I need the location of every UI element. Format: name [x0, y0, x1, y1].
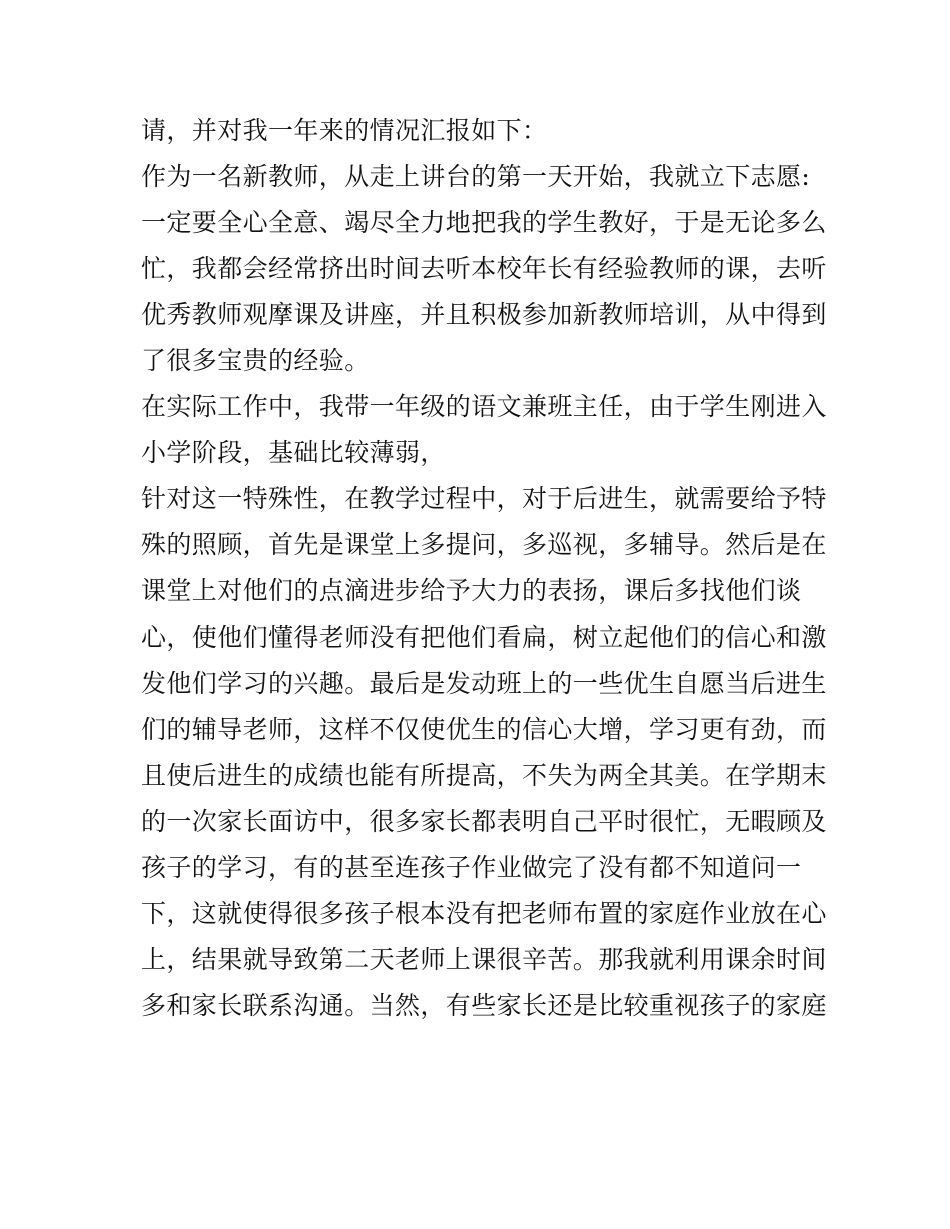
- text-line: 殊的照顾，首先是课堂上多提问，多巡视，多辅导。然后是在: [141, 530, 827, 560]
- text-line: 请，并对我一年来的情况汇报如下：: [141, 116, 548, 145]
- text-line: 忙，我都会经常挤出时间去听本校年长有经验教师的课，去听: [141, 254, 827, 284]
- text-line: 针对这一特殊性，在教学过程中，对于后进生，就需要给予特: [141, 484, 827, 514]
- text-line: 且使后进生的成绩也能有所提高，不失为两全其美。在学期末: [141, 760, 827, 790]
- text-line: 的一次家长面访中，很多家长都表明自己平时很忙，无暇顾及: [141, 806, 827, 836]
- text-line: 了很多宝贵的经验。: [141, 346, 370, 376]
- text-line: 作为一名新教师，从走上讲台的第一天开始，我就立下志愿:: [141, 162, 811, 192]
- text-line: 上，结果就导致第二天老师上课很辛苦。那我就利用课余时间: [141, 944, 827, 974]
- text-line: 发他们学习的兴趣。最后是发动班上的一些优生自愿当后进生: [141, 668, 827, 698]
- text-line: 多和家长联系沟通。当然，有些家长还是比较重视孩子的家庭: [141, 990, 827, 1020]
- text-line: 孩子的学习，有的甚至连孩子作业做完了没有都不知道问一: [141, 852, 802, 882]
- text-line: 在实际工作中，我带一年级的语文兼班主任，由于学生刚进入: [141, 392, 827, 422]
- text-line: 优秀教师观摩课及讲座，并且积极参加新教师培训，从中得到: [141, 300, 827, 330]
- text-line: 心，使他们懂得老师没有把他们看扁，树立起他们的信心和激: [141, 622, 827, 652]
- text-line: 下，这就使得很多孩子根本没有把老师布置的家庭作业放在心: [141, 898, 827, 928]
- text-line: 一定要全心全意、竭尽全力地把我的学生教好，于是无论多么: [141, 208, 827, 238]
- text-line: 们的辅导老师，这样不仅使优生的信心大增，学习更有劲，而: [141, 714, 827, 744]
- body-text: [141, 108, 827, 1029]
- text-line: 课堂上对他们的点滴进步给予大力的表扬，课后多找他们谈: [141, 576, 802, 606]
- text-line: 小学阶段，基础比较薄弱，: [141, 438, 446, 468]
